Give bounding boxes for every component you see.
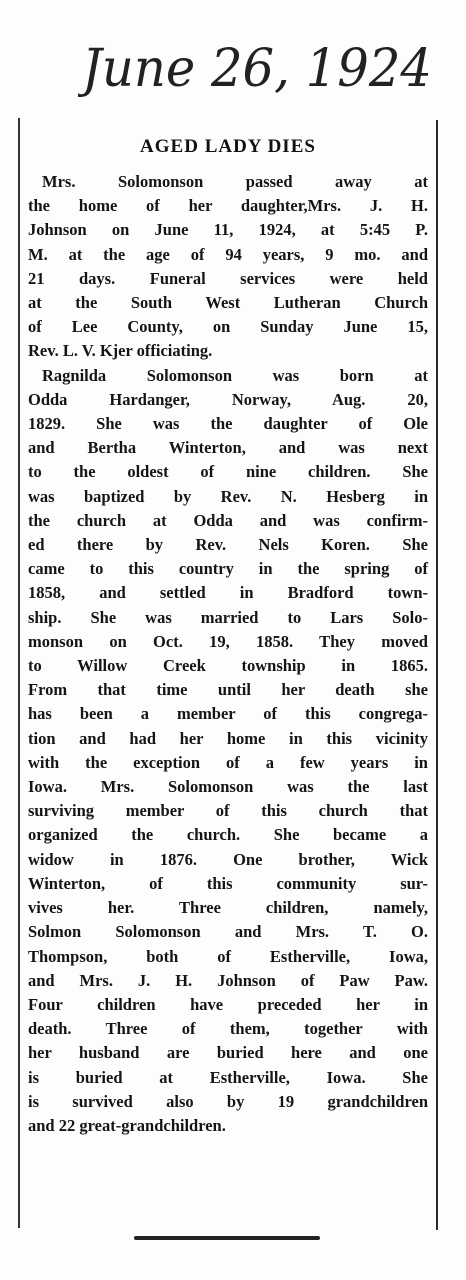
article-line: the church at Odda and was confirm-: [28, 510, 428, 530]
article-line: organized the church. She became a: [28, 825, 428, 845]
article-line: surviving member of this church that: [28, 801, 428, 821]
article-line: the home of her daughter,Mrs. J. H.: [28, 196, 428, 216]
article-line: Iowa. Mrs. Solomonson was the last: [28, 777, 428, 797]
article-line: and 22 great-grandchildren.: [28, 1115, 226, 1135]
article-column: [28, 130, 428, 1138]
article-line: Ragnilda Solomonson was born at: [42, 365, 428, 385]
article-headline: AGED LADY DIES: [140, 136, 316, 157]
article-line: From that time until her death she: [28, 680, 428, 700]
article-line: to the oldest of nine children. She: [28, 462, 428, 482]
article-line: ed there by Rev. Nels Koren. She: [28, 535, 428, 555]
article-line: Four children have preceded her in: [28, 994, 428, 1014]
article-line: her husband are buried here and one: [28, 1043, 428, 1063]
article-line: ship. She was married to Lars Solo-: [28, 607, 428, 627]
handwritten-date-text: June 26, 1924: [78, 39, 432, 99]
article-line: of Lee County, on Sunday June 15,: [28, 317, 428, 337]
article-line: 1858, and settled in Bradford town-: [28, 583, 428, 603]
article-line: Solmon Solomonson and Mrs. T. O.: [28, 922, 428, 942]
article-line: with the exception of a few years in: [28, 752, 428, 772]
closing-rule: [134, 1236, 320, 1240]
article-line: widow in 1876. One brother, Wick: [28, 849, 428, 869]
right-column-rule: [436, 120, 438, 1230]
article-line: and Bertha Winterton, and was next: [28, 438, 428, 458]
article-line: monson on Oct. 19, 1858. They moved: [28, 631, 428, 651]
handwritten-date: [78, 26, 438, 106]
left-column-rule: [18, 118, 20, 1228]
article-line: Johnson on June 11, 1924, at 5:45 P.: [28, 220, 428, 240]
article-line: Winterton, of this community sur-: [28, 873, 428, 893]
article-line: at the South West Lutheran Church: [28, 293, 428, 313]
article-line: tion and had her home in this vicinity: [28, 728, 428, 748]
article-line: death. Three of them, together with: [28, 1019, 428, 1039]
article-line: is survived also by 19 grandchildren: [28, 1091, 428, 1111]
article-line: Thompson, both of Estherville, Iowa,: [28, 946, 428, 966]
article-line: to Willow Creek township in 1865.: [28, 656, 428, 676]
article-line: was baptized by Rev. N. Hesberg in: [28, 486, 428, 506]
article-line: 21 days. Funeral services were held: [28, 268, 428, 288]
article-line: M. at the age of 94 years, 9 mo. and: [28, 244, 428, 264]
article-line: and Mrs. J. H. Johnson of Paw Paw.: [28, 970, 428, 990]
article-line: 1829. She was the daughter of Ole: [28, 414, 428, 434]
article-line: came to this country in the spring of: [28, 559, 428, 579]
article-body: [28, 170, 428, 1138]
article-line: has been a member of this congrega-: [28, 704, 428, 724]
article-line: Mrs. Solomonson passed away at: [42, 172, 428, 191]
article-line: Rev. L. V. Kjer officiating.: [28, 341, 213, 361]
article-line: is buried at Estherville, Iowa. She: [28, 1067, 428, 1087]
article-line: vives her. Three children, namely,: [28, 898, 428, 918]
article-line: Odda Hardanger, Norway, Aug. 20,: [28, 389, 428, 409]
